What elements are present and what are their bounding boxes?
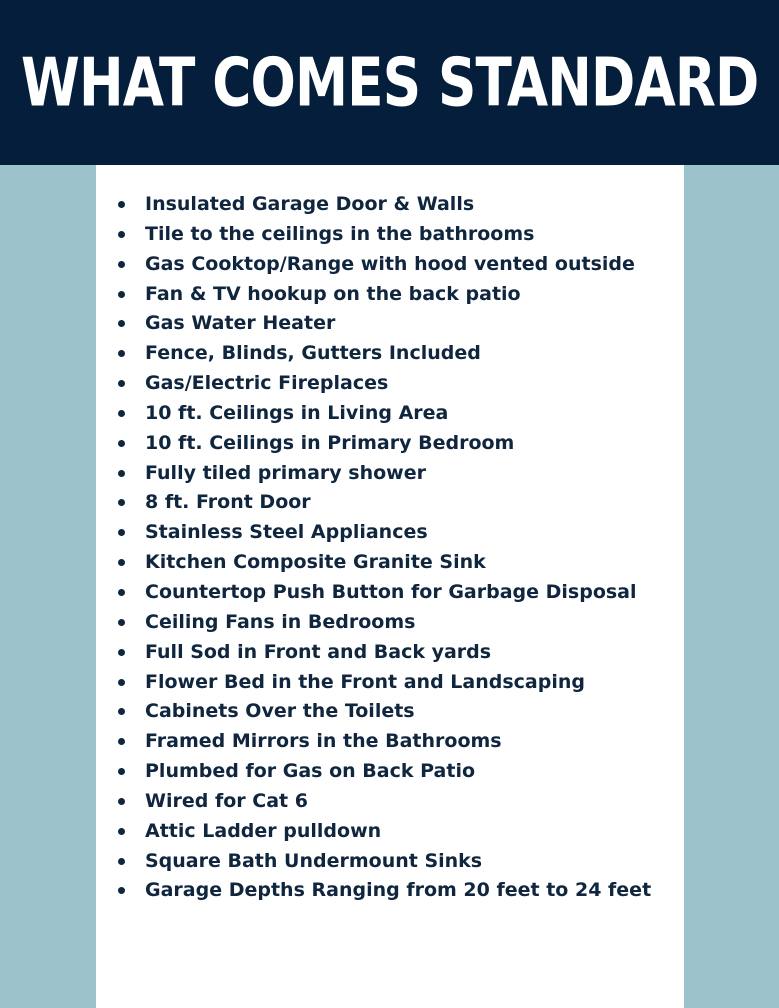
list-item-text: Plumbed for Gas on Back Patio <box>145 760 476 783</box>
list-item-text: Fence, Blinds, Gutters Included <box>145 342 481 365</box>
list-item <box>116 339 676 369</box>
bullet-icon <box>118 201 125 208</box>
list-item-text: 8 ft. Front Door <box>145 491 311 514</box>
bullet-icon <box>118 858 125 865</box>
bullet-icon <box>118 708 125 715</box>
bullet-icon <box>118 738 125 745</box>
content-panel <box>96 165 684 1008</box>
bullet-icon <box>118 589 125 596</box>
list-item-text: Insulated Garage Door & Walls <box>145 193 475 215</box>
list-item-text: Stainless Steel Appliances <box>145 521 428 544</box>
bullet-icon <box>118 828 125 835</box>
list-item-text: Ceiling Fans in Bedrooms <box>145 610 416 633</box>
list-item-text: Garage Depths Ranging from 20 feet to 24 feet <box>145 879 652 902</box>
list-item <box>116 250 676 280</box>
list-item-text: 10 ft. Ceilings in Living Area <box>145 401 449 424</box>
list-item-text: Gas Cooktop/Range with hood vented outside <box>145 252 635 275</box>
list-item <box>116 280 676 310</box>
list-item-text: Square Bath Undermount Sinks <box>145 849 483 872</box>
list-item-text: Kitchen Composite Granite Sink <box>145 551 486 574</box>
list-item <box>116 697 676 727</box>
list-item-text: Gas Water Heater <box>145 312 336 335</box>
list-item <box>116 309 676 339</box>
header-banner <box>0 0 779 165</box>
bullet-icon <box>118 291 125 298</box>
list-item <box>116 847 676 877</box>
list-item-text: Fully tiled primary shower <box>145 461 426 484</box>
bullet-icon <box>118 440 125 447</box>
list-item <box>116 578 676 608</box>
list-item <box>116 668 676 698</box>
bullet-icon <box>118 559 125 566</box>
list-item-text: Framed Mirrors in the Bathrooms <box>145 730 502 753</box>
list-item <box>116 518 676 548</box>
bullet-icon <box>118 261 125 268</box>
list-item-text: Cabinets Over the Toilets <box>145 700 415 723</box>
bullet-icon <box>118 529 125 536</box>
list-item <box>116 638 676 668</box>
list-item-text: Gas/Electric Fireplaces <box>145 372 389 395</box>
list-item-text: Full Sod in Front and Back yards <box>145 640 492 663</box>
bullet-icon <box>118 380 125 387</box>
bullet-icon <box>118 679 125 686</box>
list-item-text: Wired for Cat 6 <box>145 789 308 812</box>
bullet-icon <box>118 887 125 894</box>
list-item <box>116 727 676 757</box>
list-item <box>116 757 676 787</box>
list-item <box>116 459 676 489</box>
list-item <box>116 817 676 847</box>
bullet-icon <box>118 619 125 626</box>
list-item-text: Attic Ladder pulldown <box>145 819 382 842</box>
bullet-icon <box>118 499 125 506</box>
feature-list <box>116 190 676 906</box>
list-item-text: Tile to the ceilings in the bathrooms <box>145 222 535 245</box>
list-item <box>116 369 676 399</box>
list-item <box>116 399 676 429</box>
bullet-icon <box>118 470 125 477</box>
list-item-text: 10 ft. Ceilings in Primary Bedroom <box>145 431 515 454</box>
bullet-icon <box>118 798 125 805</box>
list-item <box>116 787 676 817</box>
list-item <box>116 488 676 518</box>
bullet-icon <box>118 410 125 417</box>
list-item-text: Flower Bed in the Front and Landscaping <box>145 670 585 693</box>
list-item <box>116 429 676 459</box>
bullet-icon <box>118 320 125 327</box>
bullet-icon <box>118 649 125 656</box>
page-title: WHAT COMES STANDARD <box>20 43 759 122</box>
bullet-icon <box>118 350 125 357</box>
list-item <box>116 220 676 250</box>
list-item <box>116 190 676 220</box>
bullet-icon <box>118 768 125 775</box>
list-item-text: Fan & TV hookup on the back patio <box>145 282 521 305</box>
list-item <box>116 876 676 906</box>
list-item-text: Countertop Push Button for Garbage Disposal <box>145 580 637 603</box>
bullet-icon <box>118 231 125 238</box>
list-item <box>116 548 676 578</box>
list-item <box>116 608 676 638</box>
